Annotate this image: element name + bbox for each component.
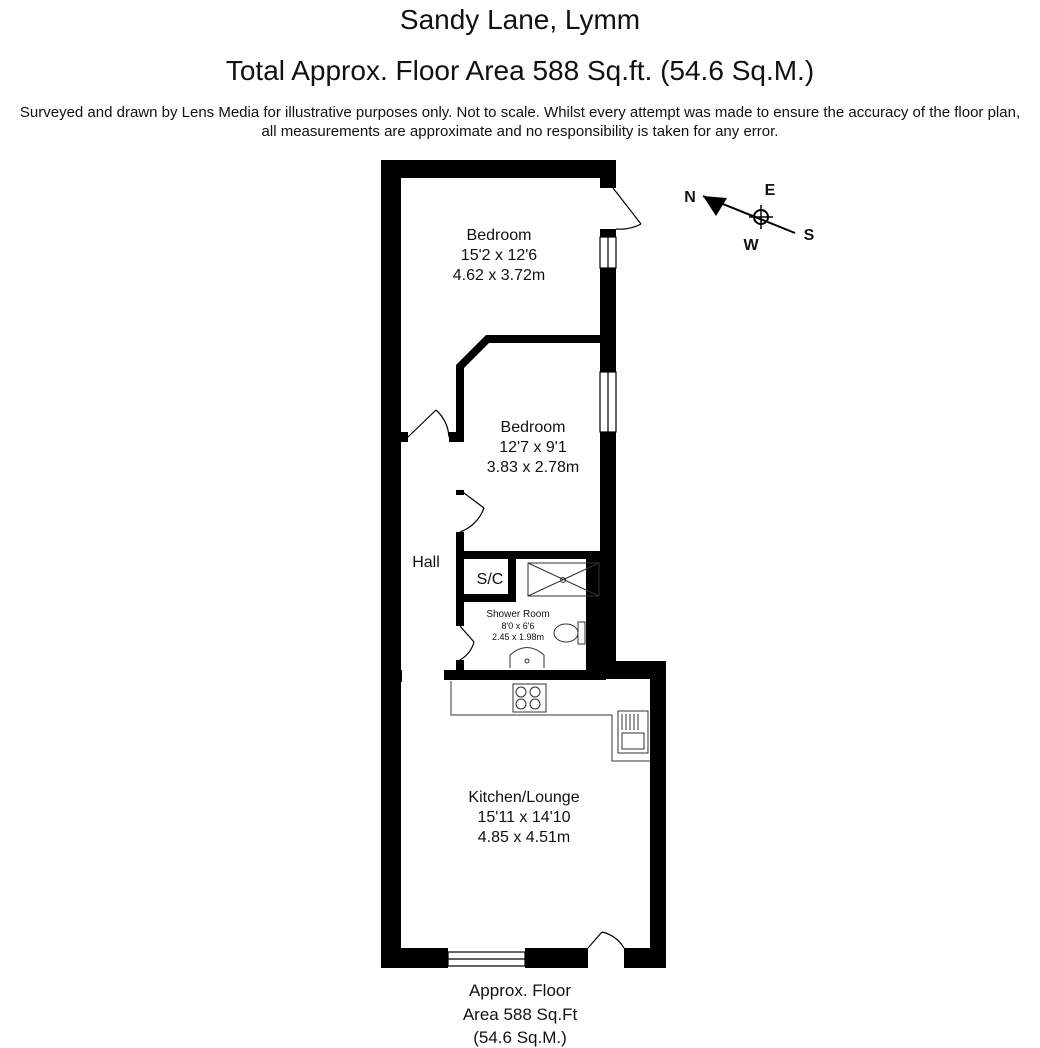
compass-west-label: W	[743, 237, 759, 254]
hob-ring-2	[530, 687, 540, 697]
wall-right-top	[600, 160, 616, 188]
wall-bottom-right	[624, 948, 666, 968]
wall-bottom-left	[381, 948, 448, 968]
compass-north-label: N	[684, 189, 696, 206]
kitchen-fittings	[451, 681, 650, 761]
door-hall	[408, 410, 436, 437]
compass-south-label: S	[803, 227, 815, 244]
toilet	[554, 624, 578, 642]
shower-right-wall	[586, 551, 604, 677]
footer-area-line-1: Approx. Floor	[468, 981, 572, 1000]
floor-area-subtitle: Total Approx. Floor Area 588 Sq.ft. (54.6 Sq.M.)	[225, 55, 815, 86]
door-front	[588, 932, 602, 948]
wall-right-a	[600, 229, 616, 237]
kitchen-imperial: 15'11 x 14'10	[477, 809, 571, 826]
shower-room-imperial: 8'0 x 6'6	[501, 621, 535, 631]
hall-label: Hall	[412, 554, 440, 571]
wall-top	[381, 160, 616, 178]
sc-right-wall	[508, 551, 516, 602]
door-shower	[460, 626, 474, 642]
sc-label: S/C	[476, 571, 504, 588]
shower-room-metric: 2.45 x 1.98m	[491, 632, 545, 642]
disclaimer-line-1: Surveyed and drawn by Lens Media for illustrative purposes only. Not to scale. Whilst every attempt was made to ensure the accuracy of the floor plan,	[19, 104, 1021, 121]
cistern	[578, 622, 585, 644]
kitchen-name: Kitchen/Lounge	[468, 789, 580, 806]
hob-ring-4	[530, 699, 540, 709]
bedroom2-imperial: 12'7 x 9'1	[499, 439, 567, 456]
hall-jamb-right	[449, 432, 459, 442]
hob-ring-1	[516, 687, 526, 697]
hall-left-jamb-lower	[398, 670, 402, 682]
bedroom1-name: Bedroom	[466, 227, 532, 244]
shower-left-wall-a	[456, 551, 464, 626]
bedroom2-metric: 3.83 x 2.78m	[486, 459, 580, 476]
bedroom1-imperial: 15'2 x 12'6	[460, 247, 538, 264]
door-bedroom2	[460, 490, 484, 508]
footer-area-line-3: (54.6 Sq.M.)	[473, 1028, 567, 1047]
hob-ring-3	[516, 699, 526, 709]
wall-bottom-mid	[525, 948, 588, 968]
door-entrance	[613, 188, 641, 224]
disclaimer-line-2: all measurements are approximate and no responsibility is taken for any error.	[261, 123, 779, 140]
shower-room-name: Shower Room	[486, 609, 550, 620]
wall-right-b	[600, 268, 616, 372]
shower-bottom-wall	[444, 670, 606, 680]
basin	[510, 648, 544, 669]
worktop	[451, 681, 650, 761]
footer-area-line-2: Area 588 Sq.Ft	[462, 1005, 578, 1024]
bedroom2-name: Bedroom	[500, 419, 566, 436]
north-arrow-icon	[703, 196, 727, 216]
sink-bowl	[622, 733, 644, 749]
wall-left	[381, 160, 401, 968]
bedroom1-metric: 4.62 x 3.72m	[452, 267, 546, 284]
compass	[703, 196, 795, 233]
wall-right-lower	[650, 661, 666, 968]
compass-east-label: E	[764, 182, 776, 199]
page-title: Sandy Lane, Lymm	[399, 4, 641, 35]
bedroom2-bottom-wall	[456, 551, 608, 559]
sc-bottom-wall	[456, 594, 508, 602]
hall-jamb-left	[398, 432, 408, 442]
kitchen-metric: 4.85 x 4.51m	[477, 829, 571, 846]
